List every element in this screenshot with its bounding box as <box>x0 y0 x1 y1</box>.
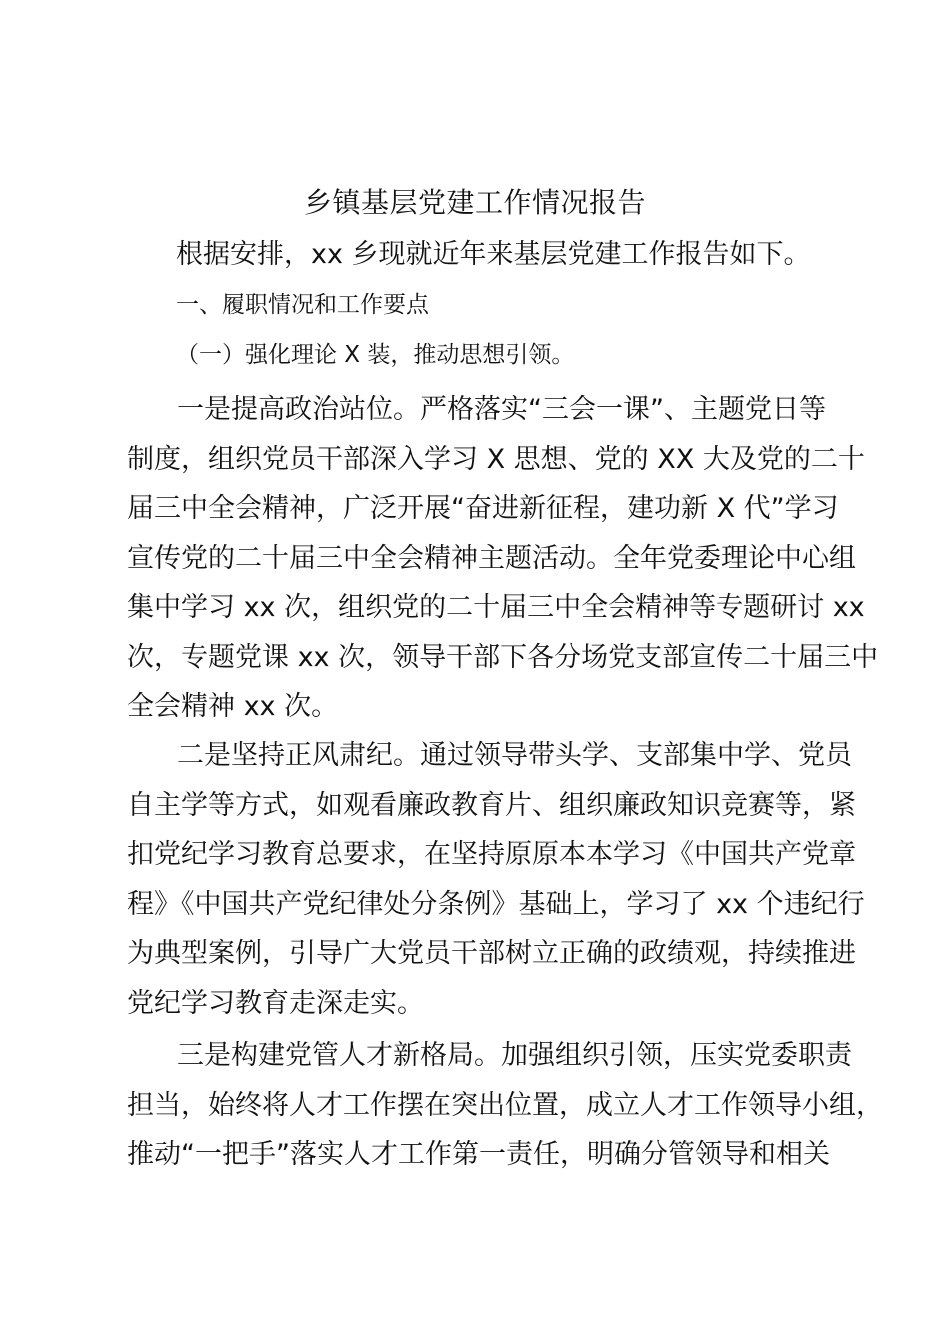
paragraph-line: 为典型案例，引导广大党员干部树立正确的政绩观，持续推进 <box>127 938 856 969</box>
paragraph-discipline <box>127 731 865 1028</box>
paragraph-line: 次，专题党课 xx 次，领导干部下各分场党支部宣传二十届三中 <box>127 641 879 673</box>
paragraph-line: 二是坚持正风肃纪。通过领导带头学、支部集中学、党员 <box>177 740 852 771</box>
paragraph-line: 制度，组织党员干部深入学习 X 思想、党的 XX 大及党的二十 <box>127 443 865 475</box>
section-heading: 一、履职情况和工作要点 <box>176 292 429 318</box>
paragraph-line: 全会精神 xx 次。 <box>127 691 339 722</box>
paragraph-line: 自主学等方式，如观看廉政教育片、组织廉政知识竞赛等，紧 <box>127 789 856 821</box>
document-title: 乡镇基层党建工作情况报告 <box>303 186 646 219</box>
paragraph-line: 程》《中国共产党纪律处分条例》基础上，学习了 xx 个违纪行 <box>127 888 865 920</box>
subsection-heading: （一）强化理论 X 装，推动思想引领。 <box>176 342 575 368</box>
paragraph-line: 宣传党的二十届三中全会精神主题活动。全年党委理论中心组 <box>127 542 856 574</box>
paragraph-political-stance <box>127 385 879 732</box>
paragraph-line: 三是构建党管人才新格局。加强组织引领，压实党委职责 <box>177 1040 852 1071</box>
intro-paragraph: 根据安排，xx 乡现就近年来基层党建工作报告如下。 <box>176 239 811 270</box>
paragraph-line: 扣党纪学习教育总要求，在坚持原原本本学习《中国共产党章 <box>127 839 856 870</box>
paragraph-line: 推动“一把手”落实人才工作第一责任，明确分管领导和相关 <box>127 1139 830 1170</box>
paragraph-line: 党纪学习教育走深走实。 <box>127 987 424 1019</box>
paragraph-line: 担当，始终将人才工作摆在突出位置，成立人才工作领导小组， <box>127 1089 883 1121</box>
paragraph-line: 届三中全会精神，广泛开展“奋进新征程，建功新 X 代”学习 <box>127 493 839 524</box>
paragraph-talent <box>127 1031 883 1180</box>
paragraph-line: 集中学习 xx 次，组织党的二十届三中全会精神等专题研讨 xx <box>127 592 865 623</box>
paragraph-line: 一是提高政治站位。严格落实“三会一课”、主题党日等 <box>177 394 826 425</box>
